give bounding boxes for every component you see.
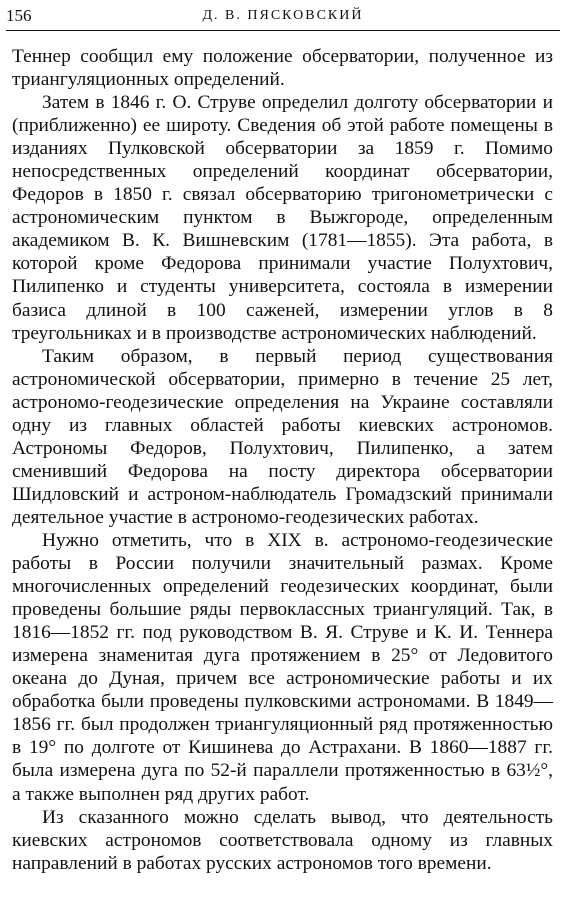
paragraph-1: Теннер сообщил ему положение обсерватории, полученное из триангуляционных определений. bbox=[12, 46, 553, 91]
body-text bbox=[12, 45, 553, 875]
running-head: Д. В. ПЯСКОВСКИЙ bbox=[202, 8, 364, 23]
paragraph-5: Из сказанного можно сделать вывод, что деятельность киевских астрономов соответствовала одному из главных направлений в работах русских астрономов того времени. bbox=[12, 806, 553, 874]
paragraph-4: Нужно отметить, что в XIX в. астрономо-геодезические работы в России получили значительный размах. Кроме многочисленных определений геодезических координат, были проведены большие ряды первоклассных триангуляций. Так, в 1816—1852 гг. под руководством В. Я. Струве и К. И. Теннера измерена знаменитая дуга протяжением в 25° от Ледовитого океана до Дуная, причем все астрономические работы и их обработка были проведены пулковскими астрономами. В 1849—1856 гг. был продолжен триангуляционный ряд протяженностью в 19° по долготе от Кишинева до Астрахани. В 1860—1887 гг. была измерена дуга по 52-й параллели протяженностью в 63½°, а также выполнен ряд других работ. bbox=[12, 529, 553, 805]
paragraph-3: Таким образом, в первый период существования астрономической обсерватории, примерно в течение 25 лет, астрономо-геодезические определения на Украине составляли одну из главных областей работы киевских астрономов. Астрономы Федоров, Полухтович, Пилипенко, а затем сменивший Федорова на посту директора обсерватории Шидловский и астроном-наблюдатель Громадзский принимали деятельное участие в астрономо-геодезических работах. bbox=[12, 345, 553, 528]
paragraph-2: Затем в 1846 г. О. Струве определил долготу обсерватории и (приближенно) ее широту. Сведения об этой работе помещены в изданиях Пулковской обсерватории за 1859 г. Помимо непосредственных определений координат обсерватории, Федоров в 1850 г. связал обсерваторию тригонометрически с астрономическим пунктом в Выжгороде, определенным академиком В. К. Вишневским (1781—1855). Эта работа, в которой кроме Федорова принимали участие Полухтович, Пилипенко и студенты университета, состояла в измерении базиса длиной в 100 саженей, измерении углов в 8 треугольниках и в производстве астрономических наблюдений. bbox=[12, 92, 553, 344]
page-number: 156 bbox=[6, 6, 32, 25]
page-header bbox=[6, 4, 560, 31]
